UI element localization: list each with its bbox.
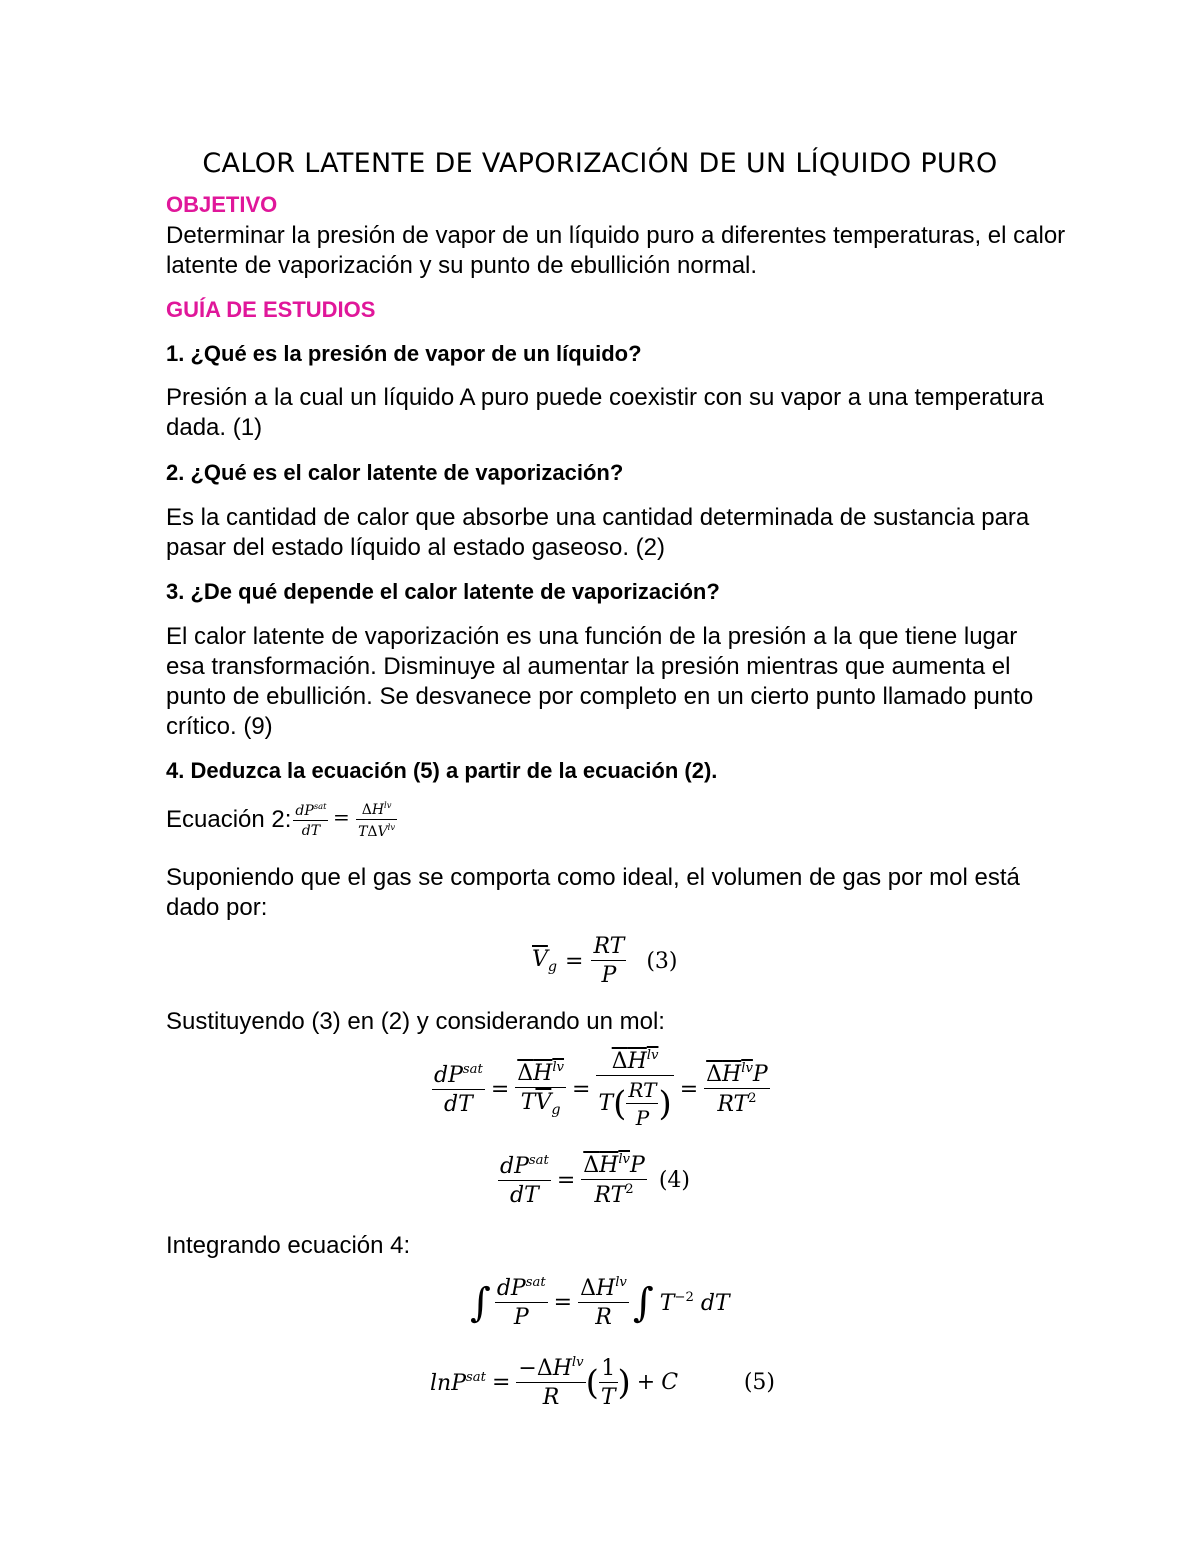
objetivo-heading: OBJETIVO	[166, 192, 278, 217]
equation-2	[166, 800, 397, 840]
answer-1-line-1: Presión a la cual un líquido A puro puede coexistir con su vapor a una temperatura	[166, 384, 1044, 411]
answer-3-line-2: esa transformación. Disminuye al aumentar la presión mientras que aumenta el	[166, 653, 1011, 680]
answer-3-line-3: punto de ebullición. Se desvanece por completo en un cierto punto llamado punto	[166, 683, 1034, 710]
page-title: CALOR LATENTE DE VAPORIZACIÓN DE UN LÍQUIDO PURO	[202, 148, 998, 179]
question-3: 3. ¿De qué depende el calor latente de vaporización?	[166, 579, 720, 604]
equation-2-formula: $\frac{dP^{sat}}{dT}$ = $\frac{\Delta H^{lv}}{T\Delta V^{lv}}$	[295, 800, 396, 840]
guia-heading: GUÍA DE ESTUDIOS	[166, 297, 376, 322]
equation-5-tag: (5)	[743, 1370, 775, 1396]
objetivo-text-line-1: Determinar la presión de vapor de un líquido puro a diferentes temperaturas, el calor	[166, 222, 1066, 249]
equation-4-tag: (4)	[658, 1167, 690, 1193]
answer-3-line-4: crítico. (9)	[166, 713, 273, 740]
substitution-text: Sustituyendo (3) en (2) y considerando un mol:	[166, 1008, 665, 1035]
ideal-gas-text-line-2: dado por:	[166, 894, 268, 921]
objetivo-text-line-2: latente de vaporización y su punto de ebullición normal.	[166, 252, 758, 279]
answer-2-line-1: Es la cantidad de calor que absorbe una cantidad determinada de sustancia para	[166, 504, 1030, 531]
answer-3-line-1: El calor latente de vaporización es una función de la presión a la que tiene lugar	[166, 623, 1018, 650]
integration-text: Integrando ecuación 4:	[166, 1232, 411, 1259]
equation-4: $\frac{dP^{sat}}{dT}$ = $\frac{\Delta H^{lv}P}{RT^2}$ (4)	[500, 1152, 690, 1209]
equation-5: lnP$^{sat}$ = $\frac{-\Delta H^{lv}}{R}$ ( $\frac{1}{T}$ ) + C (5)	[430, 1355, 775, 1411]
answer-1-line-2: dada. (1)	[166, 414, 263, 441]
question-1: 1. ¿Qué es la presión de vapor de un líquido?	[166, 341, 642, 366]
question-4: 4. Deduzca la ecuación (5) a partir de la ecuación (2).	[166, 758, 718, 783]
question-2: 2. ¿Qué es el calor latente de vaporización?	[166, 460, 624, 485]
integral-equation: ∫ $\frac{dP^{sat}}{P}$ = $\frac{\Delta H^{lv}}{R}$ ∫ $T^{-2}$ dT	[470, 1275, 730, 1331]
equation-3: $\overline{V}_g$ = $\frac{RT}{P}$ (3)	[532, 934, 678, 988]
ideal-gas-text-line-1: Suponiendo que el gas se comporta como ideal, el volumen de gas por mol está	[166, 864, 1020, 891]
equation-2-label: Ecuación 2:	[166, 805, 292, 833]
equation-3-tag: (3)	[646, 948, 678, 974]
substitution-equation: $\frac{dP^{sat}}{dT}$ = $\frac{\Delta H^{lv}}{T\overline{V}_g}$ = $\Delta H^{lv}$ T( $\frac{RT}{P}$ ) = $\frac{\Delta H^{lv}P}{RT^2}$	[434, 1048, 768, 1131]
answer-2-line-2: pasar del estado líquido al estado gaseoso. (2)	[166, 534, 665, 561]
